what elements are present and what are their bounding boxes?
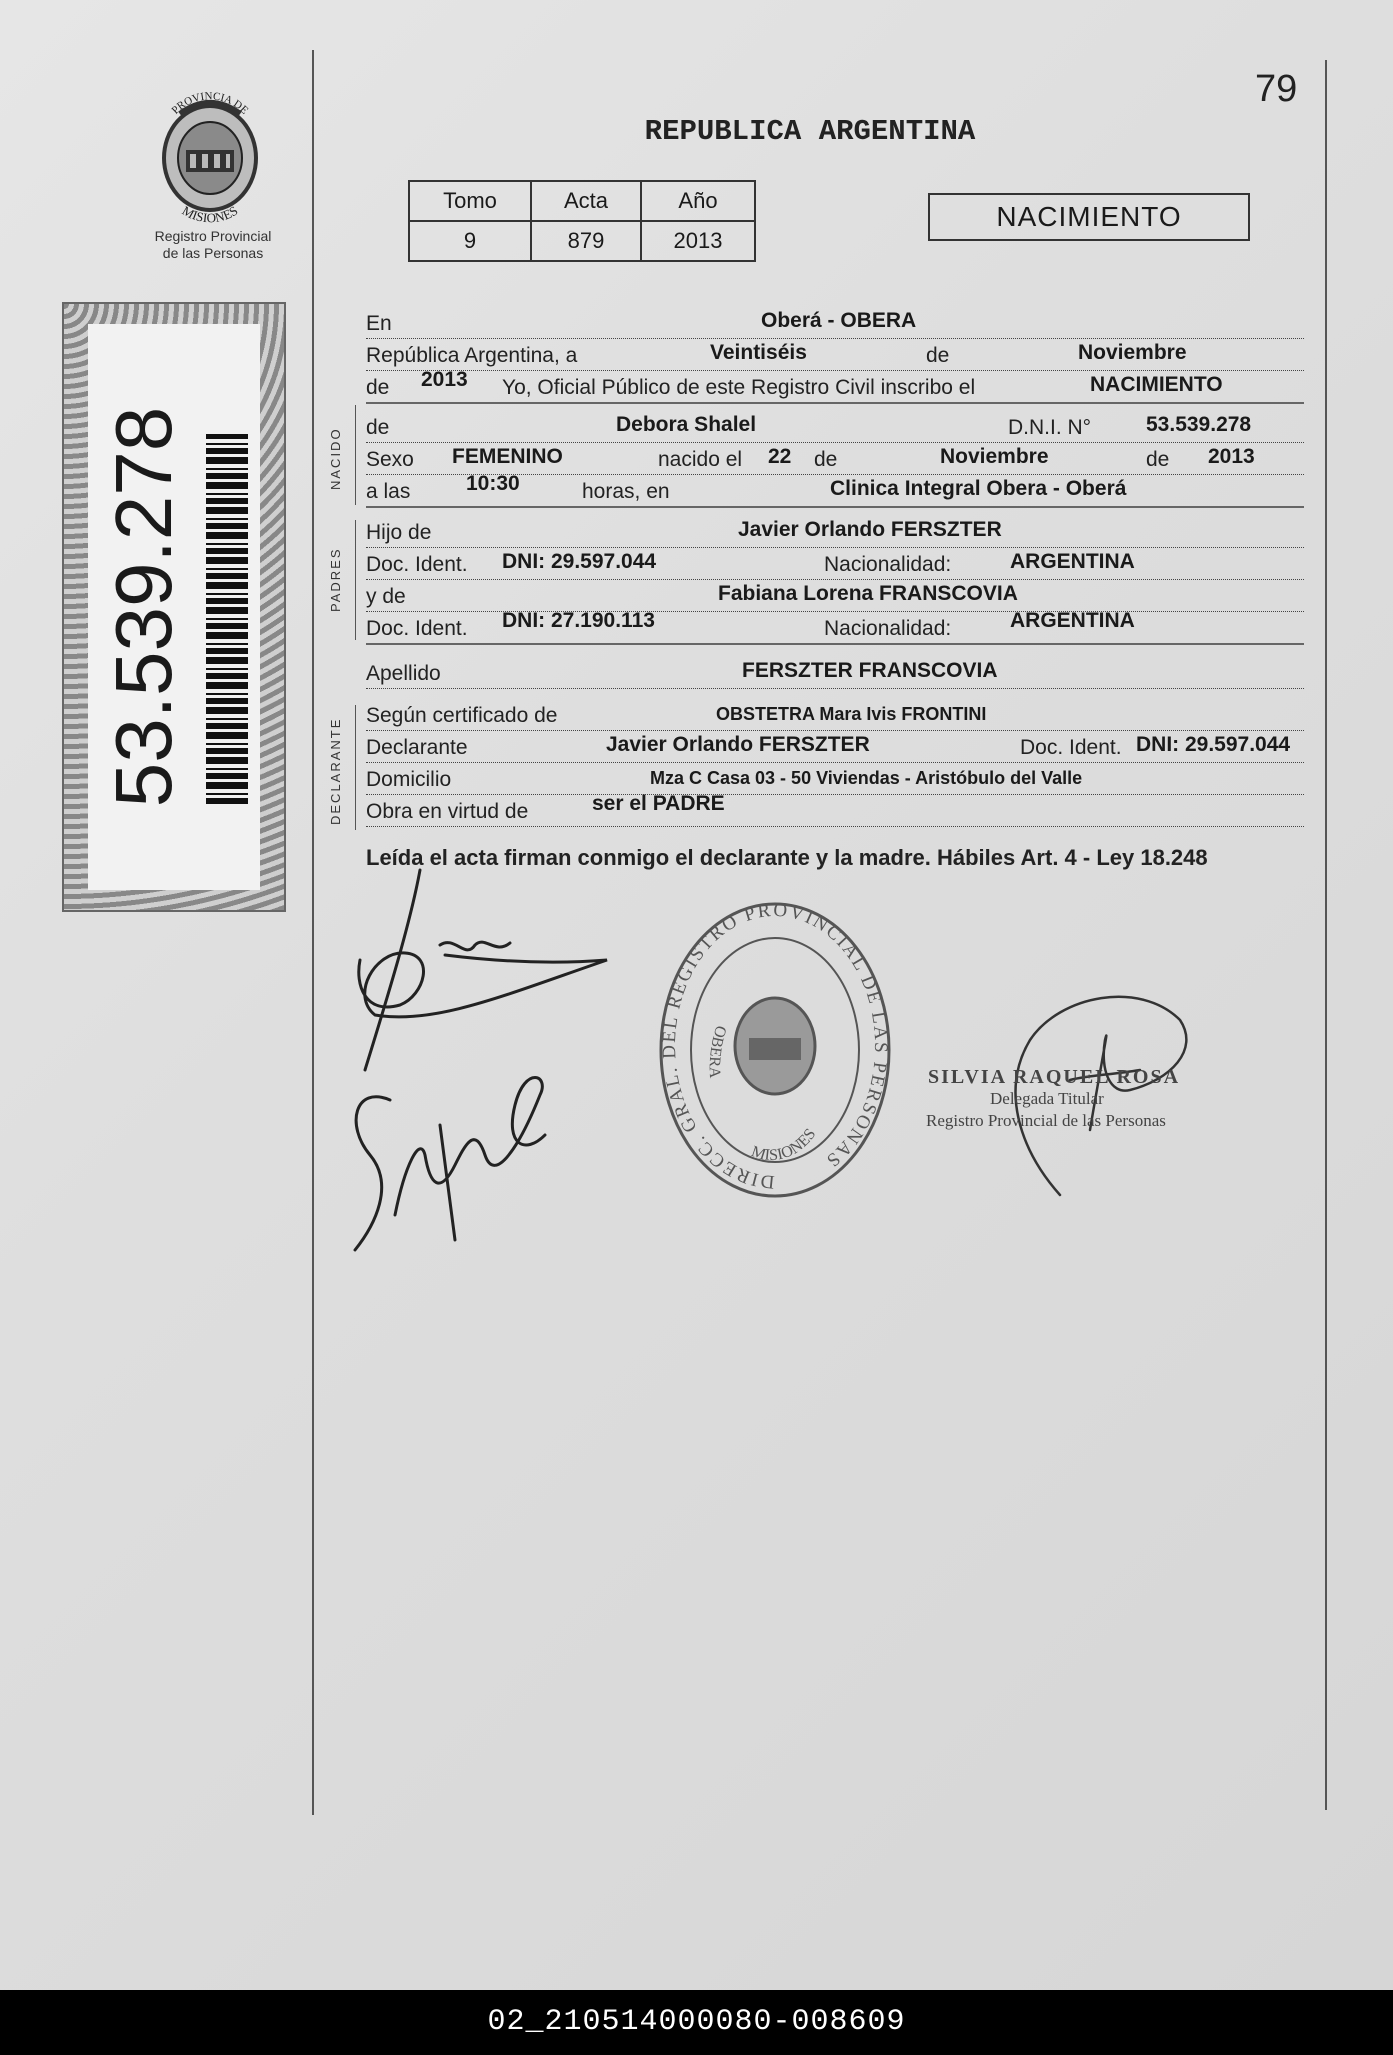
label-obra: Obra en virtud de [366,800,529,823]
value-padre-doc: DNI: 29.597.044 [502,550,657,573]
declarante-bracket [355,705,356,830]
label-hijo: Hijo de [366,521,432,544]
officer-title: Delegada Titular [990,1089,1104,1108]
section-label-nacido: NACIDO [328,427,343,490]
nacido-bracket [355,405,356,505]
acta-value-anio: 2013 [641,221,755,261]
acta-table-header-row [409,181,755,221]
section-label-declarante: DECLARANTE [328,717,343,825]
value-tipo: NACIMIENTO [1090,373,1223,396]
label-horas: horas, en [582,480,670,503]
logo-text-top: PROVINCIA DE [169,92,251,117]
value-dia: Veintiséis [710,341,807,364]
registry-caption [128,228,298,262]
svg-text:MISIONES [749,1126,819,1164]
value-madre-nacionalidad: ARGENTINA [1010,609,1135,632]
label-alas: a las [366,480,411,503]
value-segun: OBSTETRA Mara Ivis FRONTINI [716,704,987,724]
label-nombre: de [366,416,390,439]
logo-text-bottom: MISIONES [179,202,241,224]
label-republica: República Argentina, a [366,344,578,367]
value-anio: 2013 [421,368,468,391]
label-padre-nacionalidad: Nacionalidad: [824,553,952,576]
row-republica [366,340,1304,371]
padres-bracket [355,520,356,640]
label-padre-docident: Doc. Ident. [366,553,468,576]
row-padre-doc [366,549,1304,580]
row-en [366,308,1304,339]
scan-footer-code: 02_210514000080-008609 [0,1990,1393,2055]
value-sexo: FEMENINO [452,445,563,468]
value-nombre: Debora Shalel [616,413,757,436]
officer-name: SILVIA RAQUEL ROSA [928,1066,1181,1088]
document-title: REPUBLICA ARGENTINA [644,115,976,148]
value-mes: Noviembre [1078,341,1187,364]
value-declarante-doc: DNI: 29.597.044 [1136,733,1291,756]
row-nombre [366,412,1304,443]
registry-caption-line2: de las Personas [162,245,264,261]
value-en: Oberá - OBERA [761,309,917,332]
seal-inner-left-text: OBERA [705,1023,730,1079]
acta-value-acta: 879 [531,221,641,261]
misiones-coat-of-arms-icon [150,92,270,224]
value-nac-mes: Noviembre [940,445,1049,468]
acta-header-anio: Año [641,181,755,221]
value-padre: Javier Orlando FERSZTER [738,518,1002,541]
svg-text:OBERA [706,1024,730,1079]
label-declarante-doc: Doc. Ident. [1020,736,1122,759]
barcode-bars [206,434,248,804]
official-seal [655,898,895,1203]
label-segun: Según certificado de [366,704,558,727]
label-apellido: Apellido [366,662,441,685]
officer-stamp [928,1066,1180,1132]
row-anio [366,368,1304,404]
value-domicilio: Mza C Casa 03 - 50 Viviendas - Aristóbulo del Valle [650,768,1083,788]
closing-statement: Leída el acta firman conmigo el declarante y la madre. Hábiles Art. 4 - Ley 18.248 [366,845,1208,870]
value-padre-nacionalidad: ARGENTINA [1010,550,1135,573]
label-domicilio: Domicilio [366,768,452,791]
registry-caption-line1: Registro Provincial [154,228,272,244]
row-declarante [366,732,1304,763]
label-de3: de [814,448,838,471]
value-dni: 53.539.278 [1146,413,1252,436]
value-madre: Fabiana Lorena FRANSCOVIA [718,582,1018,605]
label-sexo: Sexo [366,448,414,471]
value-obra: ser el PADRE [592,792,725,815]
label-madre-docident: Doc. Ident. [366,617,468,640]
barcode-inner [88,324,260,890]
acta-value-tomo: 9 [409,221,531,261]
row-hijo [366,517,1304,548]
row-sexo [366,444,1304,475]
row-domicilio [366,764,1304,795]
acta-header-tomo: Tomo [409,181,531,221]
value-declarante: Javier Orlando FERSZTER [606,733,870,756]
mother-signature [345,1045,555,1260]
label-de4: de [1146,448,1170,471]
row-apellido [366,658,1304,689]
right-margin-line [1325,60,1327,1810]
row-obra [366,792,1304,827]
section-label-padres: PADRES [328,547,343,612]
value-hora: 10:30 [466,472,520,495]
acta-table-value-row [409,221,755,261]
record-type-box: NACIMIENTO [928,193,1250,241]
dni-barcode-panel [62,302,286,912]
value-apellido: FERSZTER FRANSCOVIA [742,659,998,682]
row-madre [366,581,1304,612]
label-de2: de [366,376,390,399]
value-nac-anio: 2013 [1208,445,1255,468]
label-nacido: nacido el [658,448,743,471]
dni-vertical-number: 53.539.278 [99,406,188,808]
label-yo: Yo, Oficial Público de este Registro Civil inscribo el [502,376,976,399]
value-madre-doc: DNI: 27.190.113 [502,609,655,632]
left-margin-line [312,50,314,1815]
label-yde: y de [366,585,406,608]
label-dni: D.N.I. N° [1008,416,1092,439]
label-madre-nacionalidad: Nacionalidad: [824,617,952,640]
label-de: de [926,344,950,367]
value-nac-dia: 22 [768,445,792,468]
seal-ring-text: DIRECC. GRAL. DEL REGISTRO PROVINCIAL DE LAS PERSONAS [658,899,892,1193]
label-declarante: Declarante [366,736,468,759]
row-hora [366,472,1304,508]
value-lugar: Clinica Integral Obera - Oberá [830,477,1127,500]
seal-inner-right-text: MISIONES [749,1125,820,1165]
row-madre-doc [366,609,1304,645]
acta-header-acta: Acta [531,181,641,221]
acta-table [408,180,756,262]
page-number: 79 [1255,68,1298,110]
row-segun [366,700,1304,731]
label-en: En [366,312,392,335]
officer-registry: Registro Provincial de las Personas [926,1111,1166,1130]
